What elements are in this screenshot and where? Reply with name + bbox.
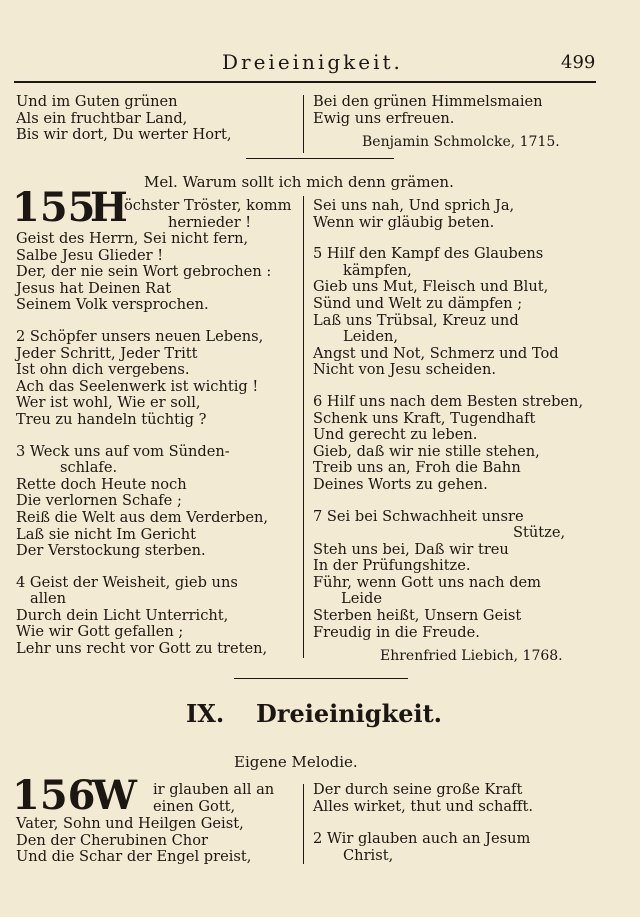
verse-line: Und im Guten grünen — [16, 93, 178, 110]
verse-line: Die verlornen Schafe ; — [16, 492, 182, 510]
verse-line: Ist ohn dich vergebens. — [16, 361, 190, 379]
verse-line: Leiden, — [343, 328, 399, 346]
verse-line: Und gerecht zu leben. — [313, 426, 478, 444]
verse-line: Freudig in die Freude. — [313, 623, 480, 641]
section-numeral: IX. — [186, 699, 225, 728]
verse-line: Steh uns bei, Daß wir treu — [313, 540, 509, 558]
verse-line: Bei den grünen Himmelsmaien — [313, 93, 543, 110]
verse-line: Als ein fruchtbar Land, — [16, 109, 188, 127]
verse-line: Jesus hat Deinen Rat — [16, 279, 172, 297]
verse-line: Führ, wenn Gott uns nach dem — [313, 573, 542, 591]
hymn-155-right-column — [313, 198, 583, 641]
header-rule — [14, 81, 596, 83]
first-line-156: ir glauben all an — [153, 781, 275, 798]
hymn-number-156: 156 — [12, 772, 96, 819]
page-number: 499 — [561, 52, 596, 73]
verse-line: 3 Weck uns auf vom Sünden- — [16, 442, 230, 460]
verse-line: Wenn wir gläubig beten. — [313, 213, 495, 231]
prev-hymn-left — [16, 94, 232, 144]
verse-line: Geist des Herrn, Sei nicht fern, — [16, 230, 249, 247]
verse-line: Wer ist wohl, Wie er soll, — [16, 394, 201, 412]
verse-line: Jeder Schritt, Jeder Tritt — [16, 344, 198, 362]
verse-line: Stütze, — [513, 524, 566, 542]
verse-line: Und die Schar der Engel preist, — [16, 848, 252, 866]
verse-line: Der Verstockung sterben. — [16, 542, 206, 560]
hymn-156-right-column — [313, 782, 533, 864]
verse-line: schlafe. — [60, 459, 118, 477]
hymn-156-left-column — [16, 816, 251, 866]
verse-line: Angst und Not, Schmerz und Tod — [313, 344, 559, 362]
verse-line: 5 Hilf den Kampf des Glaubens — [313, 245, 544, 263]
verse-line: Gieb, daß wir nie stille stehen, — [313, 442, 540, 460]
first-line-155-cont: hernieder ! — [168, 214, 252, 231]
verse-line: Rette doch Heute noch — [16, 475, 187, 493]
melody-line-155: Mel. Warum sollt ich mich denn grämen. — [144, 173, 454, 191]
verse-line: Der durch seine große Kraft — [313, 781, 523, 798]
verse-line: Sterben heißt, Unsern Geist — [313, 607, 522, 625]
verse-line: Nicht von Jesu scheiden. — [313, 361, 496, 379]
column-divider — [303, 95, 304, 153]
first-line-156-cont: einen Gott, — [153, 798, 236, 815]
melody-line-156: Eigene Melodie. — [234, 753, 358, 771]
first-line-155: öchster Tröster, komm — [124, 197, 292, 214]
verse-line: Schenk uns Kraft, Tugendhaft — [313, 409, 536, 427]
column-divider — [303, 784, 304, 864]
section-title: Dreieinigkeit. — [256, 699, 443, 728]
separator-rule — [246, 158, 394, 159]
verse-line: Den der Cherubinen Chor — [16, 831, 208, 849]
verse-line: 7 Sei bei Schwachheit unsre — [313, 507, 524, 525]
verse-line: Salbe Jesu Glieder ! — [16, 246, 164, 264]
verse-line: 6 Hilf uns nach dem Besten streben, — [313, 392, 584, 410]
dropcap-156: W — [92, 772, 137, 819]
running-head-title: Dreieinigkeit. — [222, 50, 403, 74]
verse-line: kämpfen, — [343, 261, 412, 279]
hymn-155-left-column — [16, 231, 271, 658]
verse-line: Sünd und Welt zu dämpfen ; — [313, 294, 523, 312]
verse-line: Leide — [341, 590, 382, 608]
verse-line: allen — [30, 590, 67, 608]
verse-line: Sei uns nah, Und sprich Ja, — [313, 197, 515, 214]
verse-line: Gieb uns Mut, Fleisch und Blut, — [313, 278, 549, 296]
verse-line: Lehr uns recht vor Gott zu treten, — [16, 640, 268, 658]
verse-line: Durch dein Licht Unterricht, — [16, 606, 229, 624]
hymn-155-author: Ehrenfried Liebich, 1768. — [380, 648, 563, 664]
verse-line: Laß uns Trübsal, Kreuz und — [313, 311, 519, 329]
verse-line: Deines Worts zu gehen. — [313, 475, 488, 493]
prev-hymn-right — [313, 94, 543, 127]
verse-line: Ach das Seelenwerk ist wichtig ! — [16, 377, 259, 395]
verse-line: Vater, Sohn und Heilgen Geist, — [16, 815, 244, 832]
dropcap-155: H — [90, 184, 128, 231]
verse-line: Christ, — [343, 846, 394, 864]
verse-line: Treu zu handeln tüchtig ? — [16, 410, 207, 428]
verse-line: 2 Wir glauben auch an Jesum — [313, 830, 531, 848]
verse-line: Ewig uns erfreuen. — [313, 109, 455, 127]
verse-line: Reiß die Welt aus dem Verderben, — [16, 508, 269, 526]
column-divider — [303, 196, 304, 658]
verse-line: Bis wir dort, Du werter Hort, — [16, 126, 232, 144]
verse-line: Der, der nie sein Wort gebrochen : — [16, 263, 272, 281]
verse-line: Laß sie nicht Im Gericht — [16, 525, 196, 543]
verse-line: 4 Geist der Weisheit, gieb uns — [16, 573, 238, 591]
hymn-number-155: 155 — [12, 184, 96, 231]
separator-rule — [234, 678, 408, 679]
verse-line: Treib uns an, Froh die Bahn — [313, 459, 521, 477]
verse-line: Seinem Volk versprochen. — [16, 296, 209, 314]
prev-hymn-author: Benjamin Schmolcke, 1715. — [362, 134, 560, 150]
verse-line: 2 Schöpfer unsers neuen Lebens, — [16, 327, 264, 345]
verse-line: Wie wir Gott gefallen ; — [16, 623, 184, 641]
verse-line: Alles wirket, thut und schafft. — [313, 797, 533, 815]
verse-line: In der Prüfungshitze. — [313, 557, 471, 575]
